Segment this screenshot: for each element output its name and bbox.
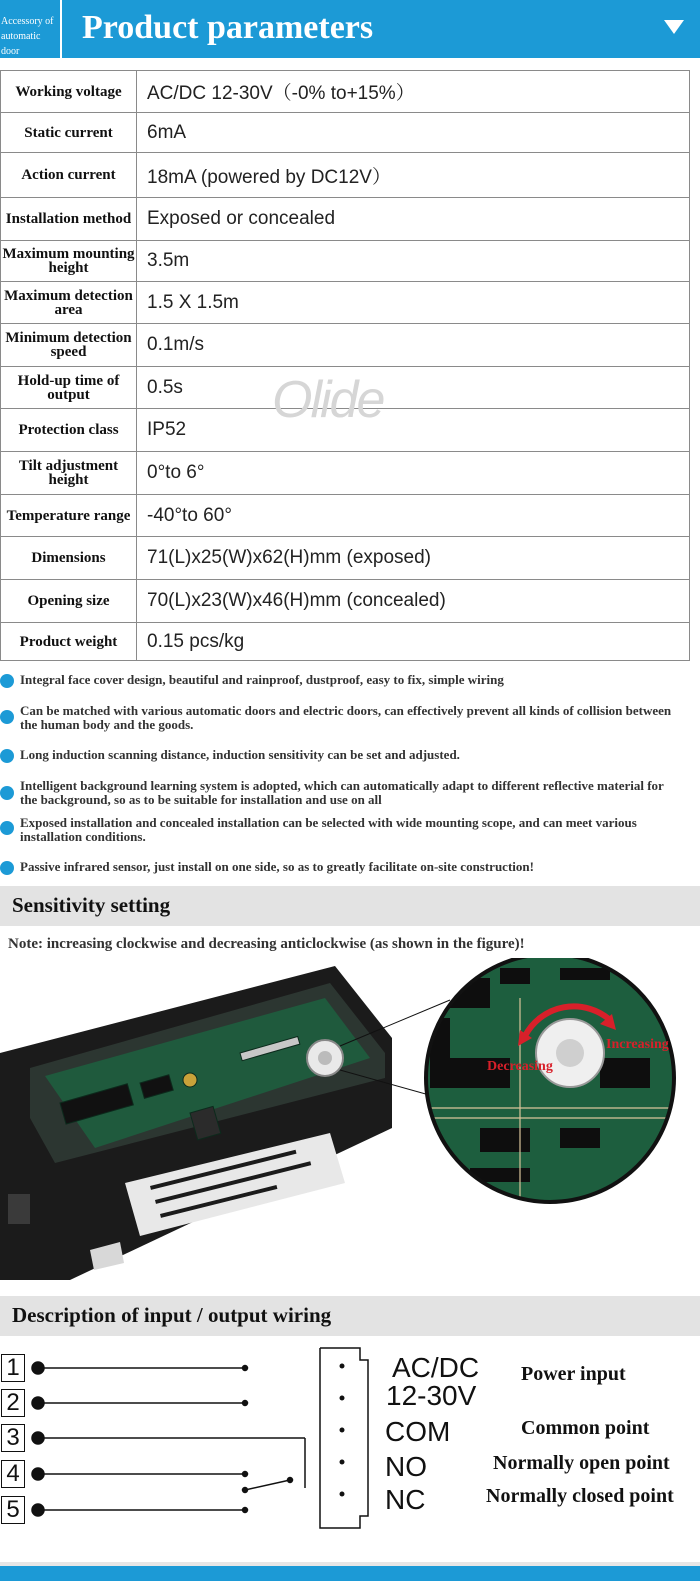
product-parameters-header — [0, 0, 700, 58]
label-voltage: 12-30V — [386, 1380, 477, 1411]
terminal-number: 5 — [1, 1496, 25, 1524]
desc-normally-closed: Normally closed point — [486, 1485, 674, 1507]
label-acdc: AC/DC — [392, 1352, 480, 1383]
terminal-number: 4 — [1, 1460, 25, 1488]
param-key: Temperature range — [1, 495, 137, 537]
bullet-icon — [0, 861, 14, 875]
param-key: Protection class — [1, 409, 137, 452]
sensor-board-illustration — [0, 958, 700, 1294]
label-no: NO — [385, 1451, 427, 1482]
olide-watermark-logo: Olide — [272, 371, 384, 429]
connector — [8, 1194, 30, 1224]
param-value: IP52 — [137, 409, 690, 452]
param-key: Hold-up time of output — [1, 367, 137, 409]
wiring-diagram — [0, 1340, 700, 1540]
decreasing-label: Decreasing — [487, 1059, 553, 1074]
param-value: 18mA (powered by DC12V） — [137, 153, 690, 198]
param-value: Exposed or concealed — [137, 198, 690, 241]
footer-bar — [0, 1562, 700, 1581]
param-value: 0.1m/s — [137, 324, 690, 367]
param-value: AC/DC 12-30V（-0% to+15%） — [137, 71, 690, 113]
param-key: Action current — [1, 153, 137, 198]
param-key: Opening size — [1, 580, 137, 623]
increasing-label: Increasing — [606, 1037, 669, 1052]
table-row — [1, 71, 690, 113]
label-nc: NC — [385, 1484, 426, 1515]
param-key: Working voltage — [1, 71, 137, 113]
bullet-icon — [0, 821, 14, 835]
terminal-block — [320, 1348, 368, 1528]
table-row — [1, 153, 690, 198]
feature-text: Intelligent background learning system is adopted, which can automatically adapt to different reflective material for the background, so as to be suitable for installation and use on all — [20, 778, 664, 807]
terminal-number: 2 — [1, 1389, 25, 1417]
section-title: Sensitivity setting — [12, 893, 171, 917]
table-row — [1, 241, 690, 282]
param-key: Maximum mounting height — [1, 241, 137, 282]
table-row — [1, 623, 690, 661]
bullet-icon — [0, 786, 14, 800]
param-value: 70(L)x23(W)x46(H)mm (concealed) — [137, 580, 690, 623]
table-row — [1, 580, 690, 623]
param-value: 6mA — [137, 113, 690, 153]
feature-text: Passive infrared sensor, just install on one side, so as to greatly facilitate on-site construction! — [20, 859, 534, 874]
param-value: 71(L)x25(W)x62(H)mm (exposed) — [137, 537, 690, 580]
zoomed-potentiometer-view — [420, 958, 690, 1208]
param-value: 0.15 pcs/kg — [137, 623, 690, 661]
param-key: Installation method — [1, 198, 137, 241]
bullet-icon — [0, 674, 14, 688]
feature-text: Can be matched with various automatic doors and electric doors, can effectively prevent all kinds of collision between the human body and the goods. — [20, 703, 672, 732]
bullet-icon — [0, 749, 14, 763]
terminal-number: 1 — [1, 1354, 25, 1382]
desc-common-point: Common point — [521, 1417, 650, 1439]
terminal-number: 3 — [1, 1424, 25, 1452]
table-row — [1, 282, 690, 324]
param-value: 0.5s — [137, 367, 690, 409]
param-key: Product weight — [1, 623, 137, 661]
section-title: Description of input / output wiring — [12, 1303, 332, 1327]
table-row — [1, 495, 690, 537]
param-value: 3.5m — [137, 241, 690, 282]
chevron-down-icon[interactable] — [664, 20, 684, 34]
param-key: Static current — [1, 113, 137, 153]
feature-text: Integral face cover design, beautiful and rainproof, dustproof, easy to fix, simple wiring — [20, 672, 504, 687]
param-key: Tilt adjustment height — [1, 452, 137, 495]
param-key: Maximum detection area — [1, 282, 137, 324]
param-key: Minimum detection speed — [1, 324, 137, 367]
feature-text: Exposed installation and concealed installation can be selected with wide mounting scope, and can meet various installation conditions. — [20, 815, 637, 844]
table-row — [1, 324, 690, 367]
param-value: 0°to 6° — [137, 452, 690, 495]
desc-power-input: Power input — [521, 1363, 626, 1385]
parameters-table — [0, 70, 690, 661]
sensitivity-section-header — [0, 886, 700, 926]
param-value: 1.5 X 1.5m — [137, 282, 690, 324]
page-title: Product parameters — [82, 9, 374, 46]
desc-normally-open: Normally open point — [493, 1452, 670, 1474]
table-row — [1, 198, 690, 241]
accessory-badge: Accessory of automatic door — [0, 0, 62, 58]
sensitivity-note: Note: increasing clockwise and decreasing anticlockwise (as shown in the figure)! — [8, 936, 525, 952]
table-row — [1, 113, 690, 153]
wiring-section-header — [0, 1296, 700, 1336]
param-key: Dimensions — [1, 537, 137, 580]
table-row — [1, 537, 690, 580]
label-com: COM — [385, 1416, 451, 1447]
param-value: -40°to 60° — [137, 495, 690, 537]
feature-text: Long induction scanning distance, induction sensitivity can be set and adjusted. — [20, 747, 460, 762]
table-row — [1, 452, 690, 495]
bullet-icon — [0, 710, 14, 724]
